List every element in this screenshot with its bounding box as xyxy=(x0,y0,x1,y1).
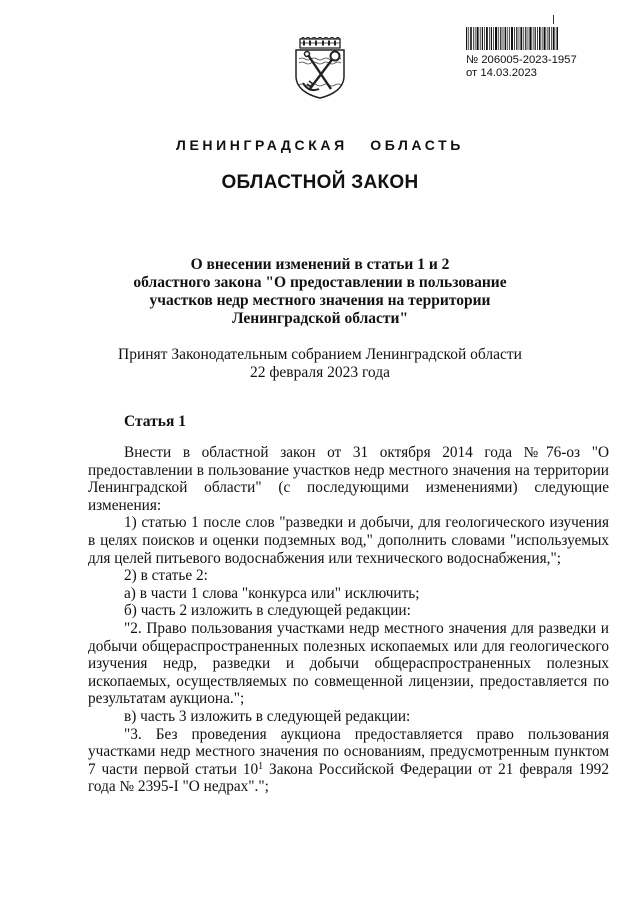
article-quote-part-2: "2. Право пользования участками недр местного значения для разведки и добычи общераспространенных полезных ископаемых или для геологического изучения недр, разведки и добычи общераспространенных полезных ископаемых, осуществляемых по совмещенной лицензии, предоставляется по результатам аукциона."; xyxy=(88,619,609,708)
law-title xyxy=(100,256,540,328)
region-heading: ЛЕНИНГРАДСКАЯ ОБЛАСТЬ xyxy=(176,137,464,153)
law-title-line: О внесении изменений в статьи 1 и 2 xyxy=(190,256,450,273)
article-intro: Внести в областной закон от 31 октября 2014 года №76-оз "О предоставлении в пользование участков недр местного значения на территории Ленинградской области" (с последующими изменениями) следующие изменения: xyxy=(88,444,609,514)
law-type-heading: ОБЛАСТНОЙ ЗАКОН xyxy=(221,172,419,193)
article-item-2a: а) в части 1 слова "конкурса или" исключить; xyxy=(124,584,420,602)
quote3-text-end: Закона Российской Федерации от 21 февраля 1992 года № 2395-I "О недрах"."; xyxy=(88,760,609,796)
adoption-date: 22 февраля 2023 года xyxy=(249,364,391,381)
adoption-note xyxy=(80,346,560,382)
article-item-1: 1) статью 1 после слов "разведки и добычи, для геологического изучения в целях поисков и оценки подземных вод," дополнить словами "используемых для целей питьевого водоснабжения или технического водоснабжения,"; xyxy=(88,514,609,567)
law-title-line: участков недр местного значения на территории xyxy=(149,292,491,309)
quote3-superscript: 1 xyxy=(258,760,264,772)
article-item-2: 2) в статье 2: xyxy=(124,567,208,585)
registration-date: от 14.03.2023 xyxy=(466,67,537,79)
article-body xyxy=(88,444,609,796)
barcode-icon xyxy=(466,27,558,50)
registration-number: № 206005-2023-1957 xyxy=(466,54,577,66)
law-title-line: Ленинградской области" xyxy=(231,310,409,327)
adoption-line: Принят Законодательным собранием Ленинградской области xyxy=(118,346,522,363)
article-quote-part-3 xyxy=(88,726,609,796)
article-item-2v: в) часть 3 изложить в следующей редакции: xyxy=(124,707,411,725)
article-item-2b: б) часть 2 изложить в следующей редакции: xyxy=(124,602,411,620)
barcode-tick xyxy=(553,15,554,24)
registration-stamp xyxy=(466,54,577,80)
quote3-text: "3. Без проведения аукциона предоставляется право пользования участками недр местного значения по основаниям, предусмотренным пунктом 7 части первой статьи 10 xyxy=(88,725,609,778)
law-title-line: областного закона "О предоставлении в пользование xyxy=(133,274,507,291)
article-heading: Статья 1 xyxy=(124,413,186,430)
coat-of-arms-icon xyxy=(291,37,349,99)
